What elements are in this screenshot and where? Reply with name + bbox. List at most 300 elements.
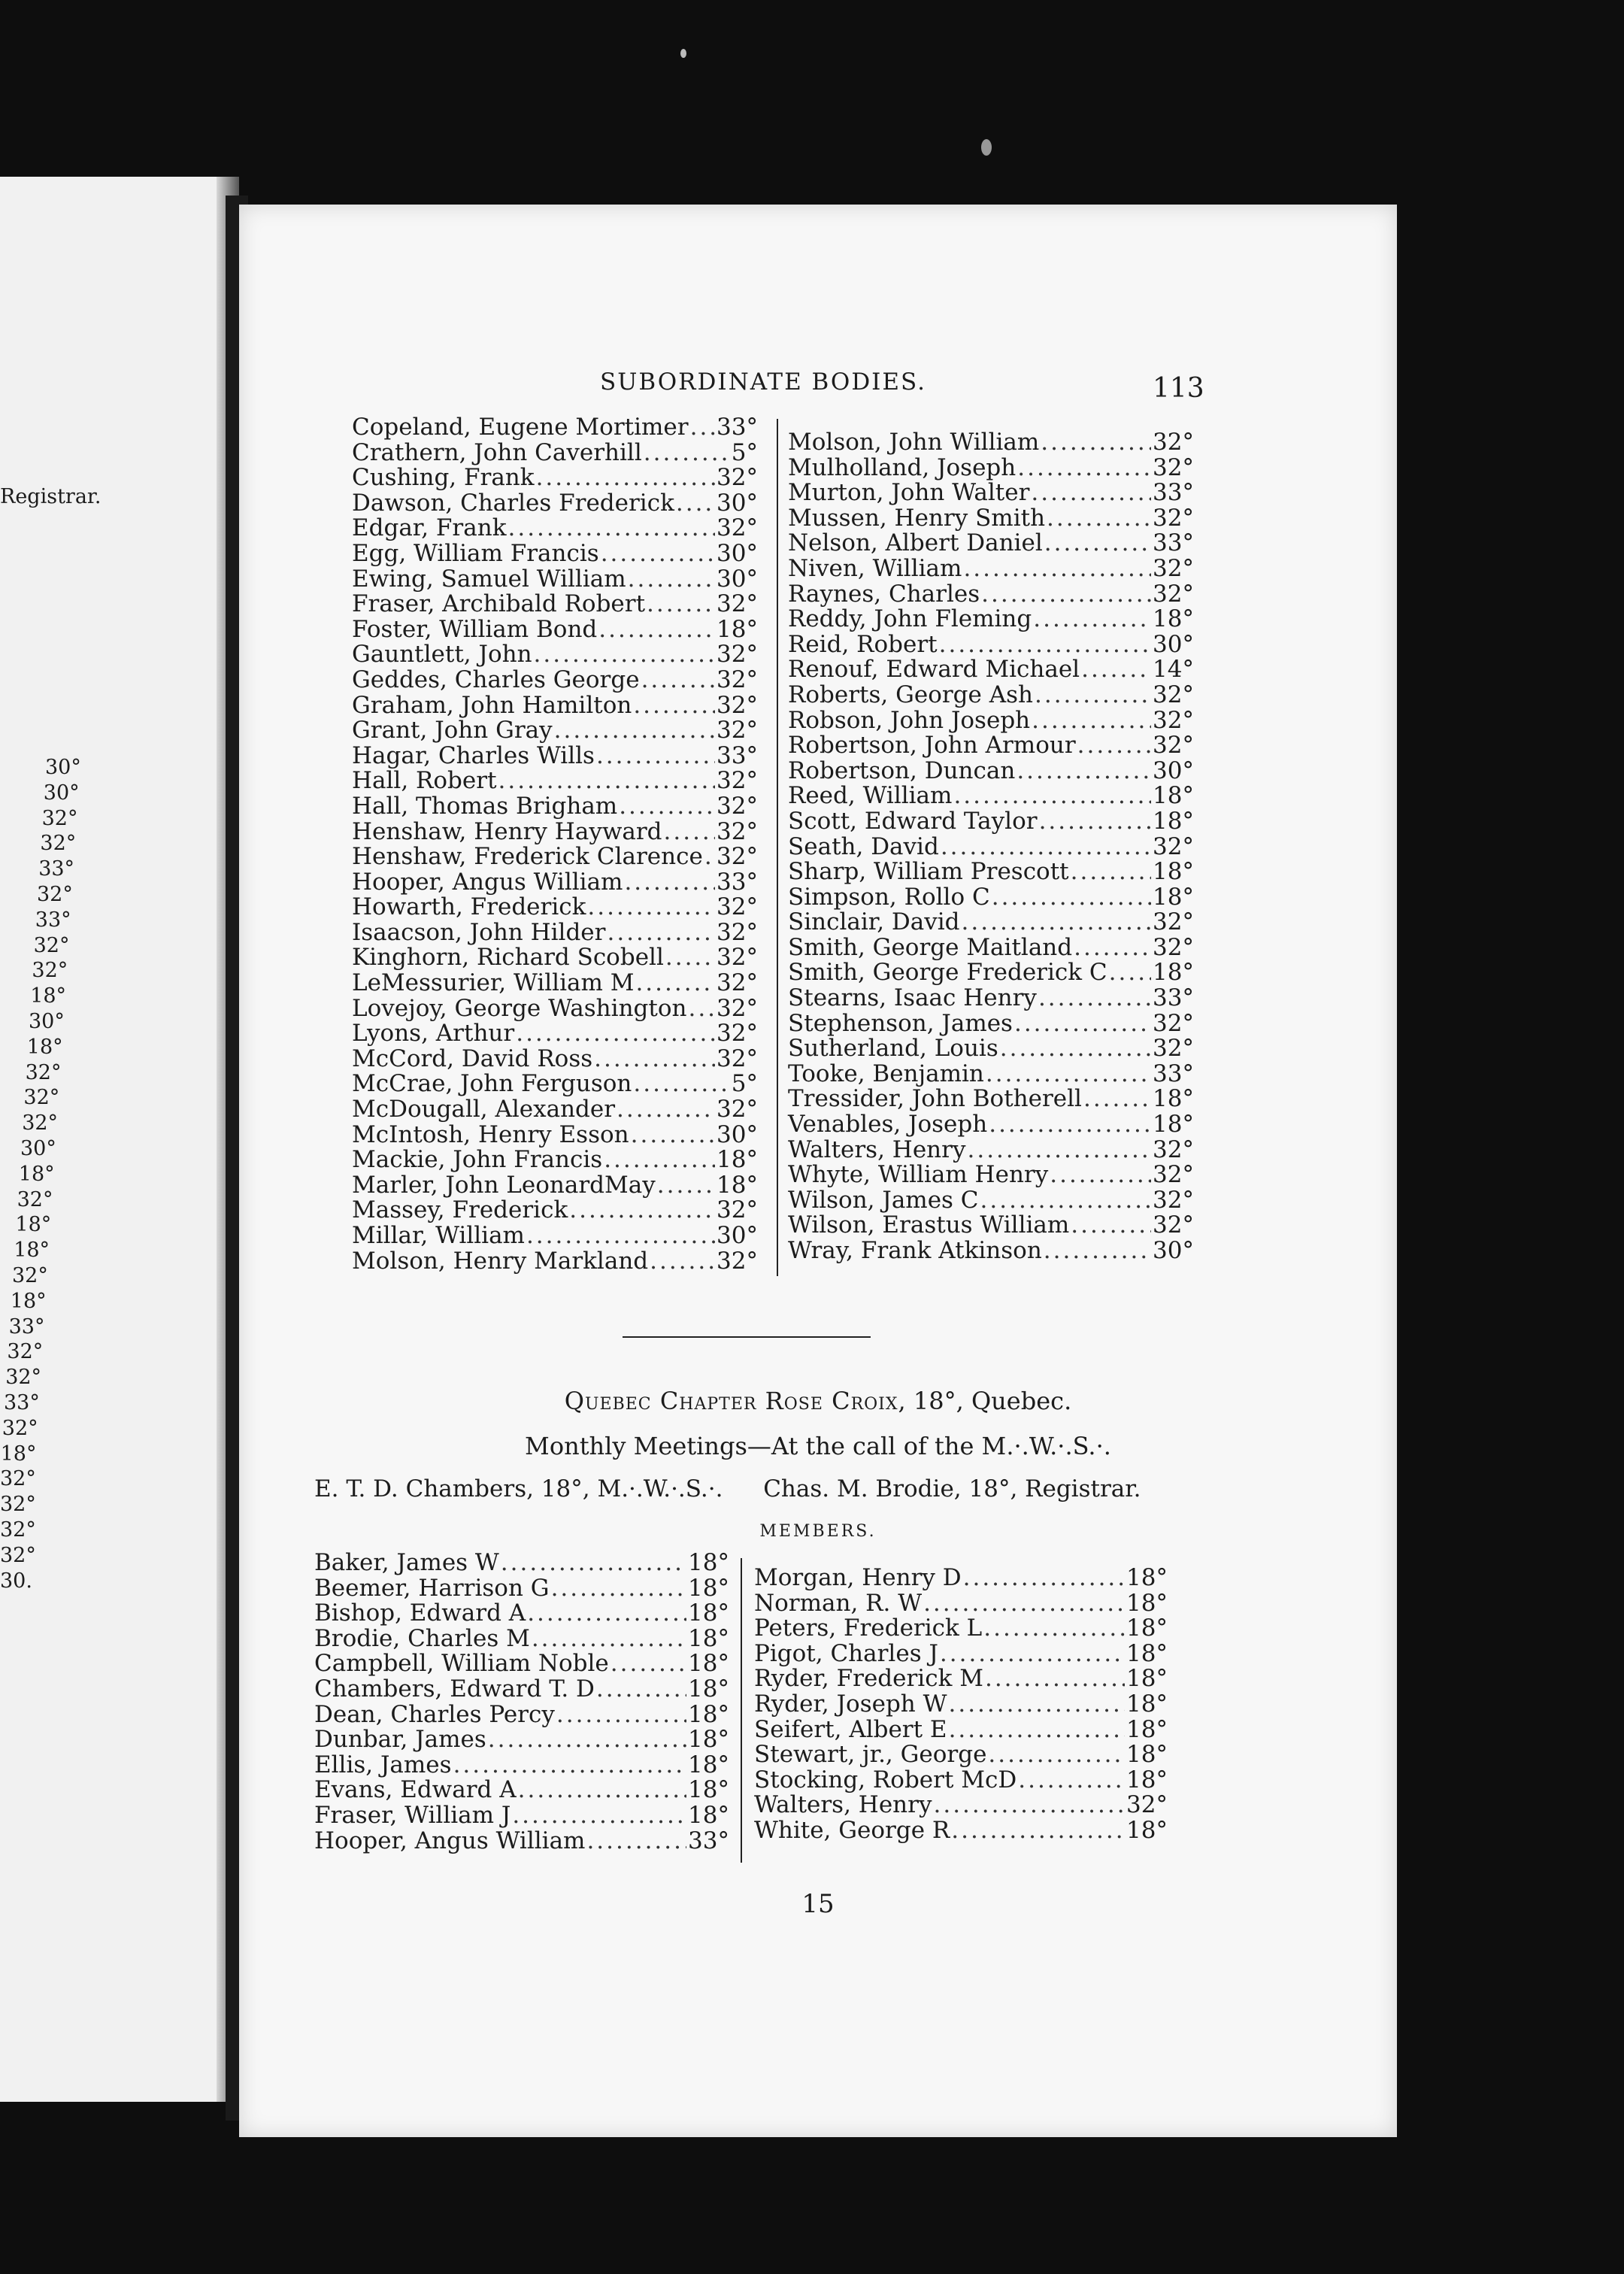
member-degree: 18° [1153,782,1194,810]
meetings-line: Monthly Meetings—At the call of the M.·.W.·.S.·. [525,1432,1111,1460]
member-degree: 18° [1126,1715,1168,1743]
facing-page-degree: 33° [38,857,75,881]
member-entry [314,1601,729,1627]
member-name: Whyte, William Henry [788,1161,1049,1189]
leader-dots [988,1742,1125,1768]
leader-dots [940,1642,1125,1667]
member-degree: 18° [1153,1111,1194,1139]
member-name: Stephenson, James [788,1009,1013,1037]
member-name: Sharp, William Prescott [788,858,1069,886]
member-degree: 32° [1153,933,1194,961]
member-entry [754,1818,1168,1844]
leader-dots [1017,456,1151,481]
member-degree: 18° [688,1650,729,1678]
member-name: Sutherland, Louis [788,1035,998,1063]
member-name: Roberts, George Ash [788,681,1033,708]
leader-dots [989,1112,1151,1138]
member-name: White, George R [754,1816,950,1844]
member-degree: 30° [717,565,758,593]
member-degree: 18° [1153,807,1194,835]
member-entry [788,1087,1194,1112]
leader-dots [963,556,1151,582]
member-degree: 18° [1153,1085,1194,1113]
member-entry [788,1112,1194,1138]
member-name: Hall, Thomas Brigham [352,792,618,820]
member-degree: 32° [717,514,758,542]
leader-dots [1035,683,1151,708]
facing-page-degree: 32° [33,933,70,957]
facing-page-degree: 32° [0,1493,36,1517]
leader-dots [534,642,716,668]
member-degree: 32° [1153,504,1194,532]
member-entry [788,885,1194,911]
leader-dots [633,1072,729,1097]
member-name: LeMessurier, William M [352,969,635,997]
member-degree: 32° [1153,1035,1194,1063]
member-degree: 32° [717,918,758,946]
member-degree: 32° [1153,1009,1194,1037]
member-degree: 33° [1153,984,1194,1012]
member-degree: 33° [717,741,758,769]
member-entry [352,567,758,593]
leader-dots [587,895,715,920]
member-name: Mussen, Henry Smith [788,504,1046,532]
member-degree: 5° [731,1070,758,1098]
member-entry [788,756,1194,784]
member-degree: 32° [717,1045,758,1072]
leader-dots [644,441,730,466]
member-entry [314,1829,729,1854]
chapter-members-column-left [314,1551,729,1854]
member-entry [352,1047,758,1072]
leader-dots [1044,531,1151,556]
leader-dots [941,835,1151,860]
member-degree: 32° [1153,554,1194,582]
member-name: Henshaw, Henry Hayward [352,817,662,845]
member-degree: 32° [717,969,758,997]
member-name: Cushing, Frank [352,464,535,492]
member-name: Robertson, Duncan [788,756,1016,784]
member-name: Dunbar, James [314,1726,486,1754]
member-entry [788,683,1194,708]
member-name: Walters, Henry [788,1135,966,1163]
member-name: Peters, Frederick L [754,1615,983,1642]
member-entry [754,1768,1168,1793]
members-heading: MEMBERS. [759,1522,877,1541]
member-degree: 30° [1153,1237,1194,1264]
member-entry [788,582,1194,608]
leader-dots [617,1097,715,1123]
leader-dots [676,491,715,517]
member-name: Mulholland, Joseph [788,453,1017,481]
member-entry [788,1213,1194,1239]
leader-dots [1044,1239,1151,1264]
leader-dots [556,1702,686,1728]
member-degree: 18° [688,1675,729,1702]
leader-dots [1083,1087,1151,1112]
leader-dots [619,794,715,820]
leader-dots [688,996,715,1022]
facing-page-degree: 18° [0,1442,37,1466]
member-entry [754,1639,1168,1667]
leader-dots [601,541,715,567]
member-degree: 32° [717,666,758,693]
leader-dots [963,1566,1125,1591]
member-name: Walters, Henry [754,1791,932,1819]
member-entry [788,733,1194,759]
member-name: Copeland, Eugene Mortimer [352,414,689,441]
member-entry [314,1576,729,1602]
leader-dots [949,1718,1125,1743]
member-degree: 18° [688,1726,729,1754]
member-entry [788,809,1194,835]
leader-dots [532,1627,686,1652]
member-name: Molson, John William [788,429,1040,456]
chapter-title [239,1387,1397,1415]
member-name: Grant, John Gray [352,717,553,744]
leader-dots [951,1818,1125,1844]
member-degree: 32° [1153,706,1194,734]
leader-dots [1074,935,1151,961]
member-name: Ryder, Joseph W [754,1690,947,1718]
member-degree: 30° [1153,630,1194,658]
leader-dots [633,693,715,719]
member-entry [352,465,758,491]
member-degree: 14° [1153,656,1194,684]
dust-speck [680,49,686,58]
member-name: Reid, Robert [788,630,938,658]
officer-registrar: Chas. M. Brodie, 18°, Registrar. [763,1475,1141,1502]
member-degree: 30° [717,1222,758,1249]
leader-dots [949,1692,1126,1718]
leader-dots [1050,1163,1151,1188]
leader-dots [981,582,1151,608]
member-degree: 18° [688,1700,729,1728]
member-degree: 18° [1153,858,1194,886]
leader-dots [1081,657,1151,683]
leader-dots [628,567,715,593]
leader-dots [536,465,715,491]
member-entry [352,1173,758,1199]
facing-page-degree: 32° [0,1467,36,1491]
member-degree: 32° [717,590,758,618]
member-degree: 32° [717,641,758,669]
chapter-name: Quebec Chapter Rose Croix [564,1387,898,1415]
member-name: Marler, John LeonardMay [352,1171,656,1199]
member-name: Bishop, Edward A [314,1599,526,1627]
member-degree: 32° [717,994,758,1022]
member-entry [352,769,758,794]
leader-dots [650,1249,715,1275]
member-name: Norman, R. W [754,1589,923,1617]
facing-page-degree: 32° [22,1111,59,1135]
member-name: Stearns, Isaac Henry [788,984,1037,1012]
leader-dots [518,1778,686,1803]
member-name: Wilson, James C [788,1186,979,1214]
leader-dots [980,1188,1152,1214]
member-entry [352,895,758,920]
member-degree: 18° [1126,1766,1168,1793]
member-entry [352,920,758,946]
member-degree: 18° [1126,1615,1168,1642]
facing-page-degree: 33° [35,908,71,932]
member-entry [352,844,758,870]
leader-dots [1041,430,1151,456]
chapter-members-column-right [754,1566,1168,1844]
member-degree: 18° [688,1624,729,1652]
member-name: Tressider, John Botherell [788,1085,1082,1113]
facing-page-degree: 32° [37,883,73,906]
member-entry [352,1021,758,1047]
leader-dots [690,415,715,441]
leader-dots [1014,1011,1151,1037]
member-name: Edgar, Frank [352,514,507,542]
member-name: Lovejoy, George Washington [352,994,687,1022]
member-name: McCrae, John Ferguson [352,1070,632,1098]
member-entry [352,541,758,567]
member-entry [788,910,1194,935]
member-entry [352,1072,758,1097]
member-name: Henshaw, Frederick Clarence [352,843,703,871]
member-name: Kinghorn, Richard Scobell [352,944,664,972]
facing-page-fragment-text: Registrar. [0,485,102,508]
member-degree: 32° [717,717,758,744]
member-entry [314,1753,729,1778]
member-degree: 18° [717,1146,758,1174]
member-entry [352,870,758,896]
leader-dots [664,820,716,845]
member-list-column-right [788,430,1194,1264]
member-entry [352,1198,758,1223]
member-degree: 32° [1153,429,1194,456]
member-degree: 5° [731,438,758,466]
member-degree: 32° [1153,732,1194,760]
leader-dots [1017,759,1151,784]
member-entry [314,1727,729,1753]
leader-dots [453,1753,686,1778]
section-rule [623,1336,871,1338]
member-entry [788,1062,1194,1087]
leader-dots [527,1601,686,1627]
member-name: Nelson, Albert Daniel [788,529,1043,557]
member-name: Howarth, Frederick [352,893,586,921]
facing-page-degree: 32° [17,1187,53,1211]
member-name: Venables, Joseph [788,1111,988,1139]
book-page [239,205,1397,2137]
member-name: Wilson, Erastus William [788,1211,1070,1239]
leader-dots [624,870,715,896]
member-degree: 32° [717,767,758,795]
leader-dots [512,1803,686,1829]
leader-dots [1077,733,1151,759]
facing-page-degree: 32° [0,1518,36,1542]
facing-page-degree: 30. [0,1569,32,1593]
member-degree: 30° [717,489,758,517]
member-degree: 33° [1153,479,1194,507]
leader-dots [967,1138,1151,1163]
leader-dots [569,1198,715,1223]
member-degree: 33° [688,1827,729,1854]
member-degree: 18° [1126,1816,1168,1844]
leader-dots [962,910,1152,935]
member-name: Seifert, Albert E [754,1715,947,1743]
member-entry [352,415,758,441]
leader-dots [1109,960,1151,986]
member-name: Baker, James W [314,1549,499,1576]
member-name: Millar, William [352,1222,525,1249]
member-name: Murton, John Walter [788,479,1030,507]
member-degree: 18° [688,1599,729,1627]
column-divider [741,1558,742,1863]
leader-dots [985,1666,1125,1692]
member-name: Dean, Charles Percy [314,1700,555,1728]
member-entry [788,1239,1194,1264]
member-entry [352,945,758,971]
member-degree: 18° [717,615,758,643]
leader-dots [598,617,715,643]
member-degree: 32° [717,792,758,820]
facing-page-degree: 33° [8,1314,45,1339]
member-degree: 32° [1153,1135,1194,1163]
member-entry [314,1651,729,1677]
member-entry [352,438,758,466]
facing-page-degree: 32° [41,806,78,830]
leader-dots [665,945,715,971]
dust-speck [981,139,992,156]
member-degree: 30° [717,1120,758,1148]
member-entry [352,1148,758,1173]
member-name: McIntosh, Henry Esson [352,1120,629,1148]
leader-dots [1071,860,1151,885]
leader-dots [508,516,715,541]
member-degree: 30° [717,539,758,567]
member-entry [788,832,1194,860]
leader-dots [923,1591,1125,1617]
leader-dots [1039,809,1151,835]
member-degree: 33° [717,868,758,896]
member-degree: 18° [717,1171,758,1199]
member-name: McDougall, Alexander [352,1096,616,1123]
facing-page-degree: 32° [12,1264,48,1287]
member-name: Smith, George Maitland [788,933,1073,961]
member-entry [788,860,1194,885]
leader-dots [657,1173,715,1199]
leader-dots [635,971,715,996]
leader-dots [1018,1768,1125,1793]
member-degree: 32° [717,1020,758,1048]
member-name: Foster, William Bond [352,615,598,643]
member-name: Hall, Robert [352,767,497,795]
member-entry [754,1692,1168,1718]
member-degree: 18° [688,1751,729,1778]
member-name: Scott, Edward Taylor [788,807,1038,835]
page-header [239,368,1397,414]
member-entry [314,1677,729,1702]
leader-dots [986,1062,1151,1087]
column-divider [777,419,778,1276]
leader-dots [551,1576,686,1602]
member-entry [754,1566,1168,1591]
facing-page-degree: 32° [2,1416,38,1440]
member-name: Crathern, John Caverhill [352,438,642,466]
member-name: McCord, David Ross [352,1045,593,1072]
member-entry [788,1163,1194,1188]
leader-dots [526,1223,715,1249]
member-name: Fraser, Archibald Robert [352,590,646,618]
leader-dots [498,769,716,794]
chapter-name-rest: , 18°, Quebec. [898,1387,1072,1415]
member-entry [788,935,1194,961]
member-entry [754,1715,1168,1743]
member-entry [788,632,1194,658]
member-entry [352,668,758,693]
member-degree: 32° [1126,1791,1168,1819]
member-entry [314,1551,729,1576]
signature-mark: 15 [801,1889,835,1919]
facing-page-degree: 32° [23,1086,60,1110]
member-name: Ryder, Frederick M [754,1665,983,1693]
officer-mws: E. T. D. Chambers, 18°, M.·.W.·.S.·. [314,1475,723,1502]
member-entry [788,531,1194,556]
member-entry [314,1778,729,1803]
member-entry [352,516,758,541]
member-degree: 32° [717,893,758,921]
member-name: Simpson, Rollo C [788,883,990,911]
member-degree: 32° [717,464,758,492]
member-entry [352,592,758,617]
member-name: Chambers, Edward T. D [314,1675,595,1702]
member-entry [352,1223,758,1249]
member-entry [314,1624,729,1652]
facing-page-degree: 30° [45,756,81,779]
member-name: Hooper, Angus William [314,1827,586,1854]
member-degree: 32° [1153,1161,1194,1189]
member-name: Reddy, John Fleming [788,605,1032,633]
member-entry [754,1742,1168,1768]
member-entry [754,1793,1168,1818]
member-entry [754,1616,1168,1642]
facing-page-degree: 18° [10,1289,47,1313]
member-entry [788,1036,1194,1062]
facing-page-degree: 30° [43,781,80,805]
member-entry [788,784,1194,809]
member-name: Stewart, jr., George [754,1741,987,1769]
member-entry [788,481,1194,506]
member-name: Hooper, Angus William [352,868,623,896]
leader-dots [704,844,715,870]
leader-dots [641,668,715,693]
leader-dots [939,632,1151,658]
member-name: Dawson, Charles Frederick [352,489,674,517]
facing-page-degree: 32° [5,1366,42,1390]
member-name: Sinclair, David [788,908,960,936]
member-degree: 18° [1153,959,1194,987]
member-name: Niven, William [788,554,962,582]
member-entry [788,1188,1194,1214]
facing-page-degree: 18° [18,1162,55,1186]
leader-dots [1033,607,1151,632]
member-degree: 18° [1126,1639,1168,1667]
leader-dots [594,1047,715,1072]
facing-page-degree: 32° [0,1543,36,1567]
facing-page-fragment [0,177,239,2102]
facing-page-degree: 32° [32,959,68,983]
leader-dots [1031,481,1151,506]
leader-dots [596,1677,686,1702]
facing-page-degree: 32° [25,1060,62,1084]
member-entry [352,718,758,744]
member-name: Renouf, Edward Michael [788,656,1080,684]
